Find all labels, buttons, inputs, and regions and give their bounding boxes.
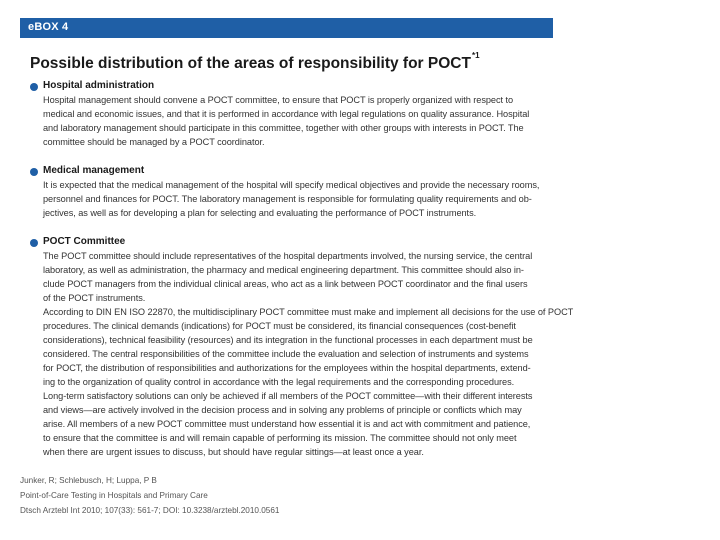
section-text-line: arise. All members of a new POCT committee must understand how essential it is and act with commitment and patience, (43, 419, 531, 429)
section-text-line: to ensure that the committee is and will remain capable of performing its mission. The committee should not only meet (43, 433, 517, 443)
section-text-line: for POCT, the distribution of responsibilities and authorizations for the employees within the hospital departments, extend- (43, 363, 531, 373)
section-heading: Hospital administration (43, 80, 155, 91)
section-text-line: Long-term satisfactory solutions can only be achieved if all members of the POCT committee—with their different interests (43, 391, 533, 401)
section-text-line: committee should be managed by a POCT coordinator. (43, 137, 265, 147)
box-title-text: Possible distribution of the areas of responsibility for POCT (30, 55, 471, 73)
section-hospital-administration (30, 80, 545, 150)
section-heading: POCT Committee (43, 236, 126, 247)
box-label: eBOX 4 (28, 21, 69, 33)
section-text-line: when there are urgent issues to discuss, but should have regular sittings—at least once a year. (43, 447, 424, 457)
section-poct-committee (30, 236, 574, 464)
section-heading: Medical management (43, 165, 145, 176)
section-text-line: jectives, as well as for developing a plan for selecting and evaluating the performance of POCT instruments. (43, 208, 477, 218)
citation-authors: Junker, R; Schlebusch, H; Luppa, P B (20, 476, 157, 485)
section-text-line: Hospital management should convene a POCT committee, to ensure that POCT is properly organized with respect to (43, 95, 514, 105)
section-text-line: considerations), technical feasibility (resources) and its integration in the functional processes in each department must be (43, 335, 533, 345)
bullet-icon (30, 168, 38, 176)
box-title-superscript: *1 (471, 51, 480, 60)
section-text-line: and views—are actively involved in the decision process and in solving any problems of principle or conflicts which may (43, 405, 522, 415)
box-header (20, 18, 553, 38)
section-text-line: considered. The central responsibilities of the committee include the evaluation and selection of instruments and systems (43, 349, 529, 359)
bullet-icon (30, 83, 38, 91)
section-text-line: of the POCT instruments. (43, 293, 146, 303)
section-text-line: laboratory, as well as administration, the pharmacy and medical engineering department. This committee should also in- (43, 265, 524, 275)
section-text-line: ing to the organization of quality control in accordance with the legal requirements and the corresponding procedures. (43, 377, 515, 387)
box-title (30, 51, 480, 73)
section-medical-management (30, 165, 545, 221)
section-text-line: According to DIN EN ISO 22870, the multidisciplinary POCT committee must make and implement all decisions for the use of POCT (43, 307, 574, 317)
section-text-line: The POCT committee should include representatives of the hospital departments involved, the nursing service, the central (43, 251, 533, 261)
bullet-icon (30, 239, 38, 247)
citation-source: Dtsch Arztebl Int 2010; 107(33): 561-7; DOI: 10.3238/arztebl.2010.0561 (20, 506, 280, 515)
section-text-line: clude POCT managers from the individual clinical areas, who act as a link between POCT coordinator and the final users (43, 279, 528, 289)
section-text-line: personnel and finances for POCT. The laboratory management is responsible for formulating quality requirements and ob- (43, 194, 532, 204)
section-text-line: medical and economic issues, and that it is performed in accordance with legal regulations on quality assurance. Hospital (43, 109, 530, 119)
section-text-line: procedures. The clinical demands (indications) for POCT must be considered, its financial consequences (cost-benefit (43, 321, 516, 331)
section-text-line: and laboratory management should participate in this committee, together with other groups with interests in POCT. The (43, 123, 524, 133)
section-text-line: It is expected that the medical management of the hospital will specify medical objectives and provide the necessary rooms, (43, 180, 540, 190)
citation-title: Point-of-Care Testing in Hospitals and Primary Care (20, 491, 208, 500)
